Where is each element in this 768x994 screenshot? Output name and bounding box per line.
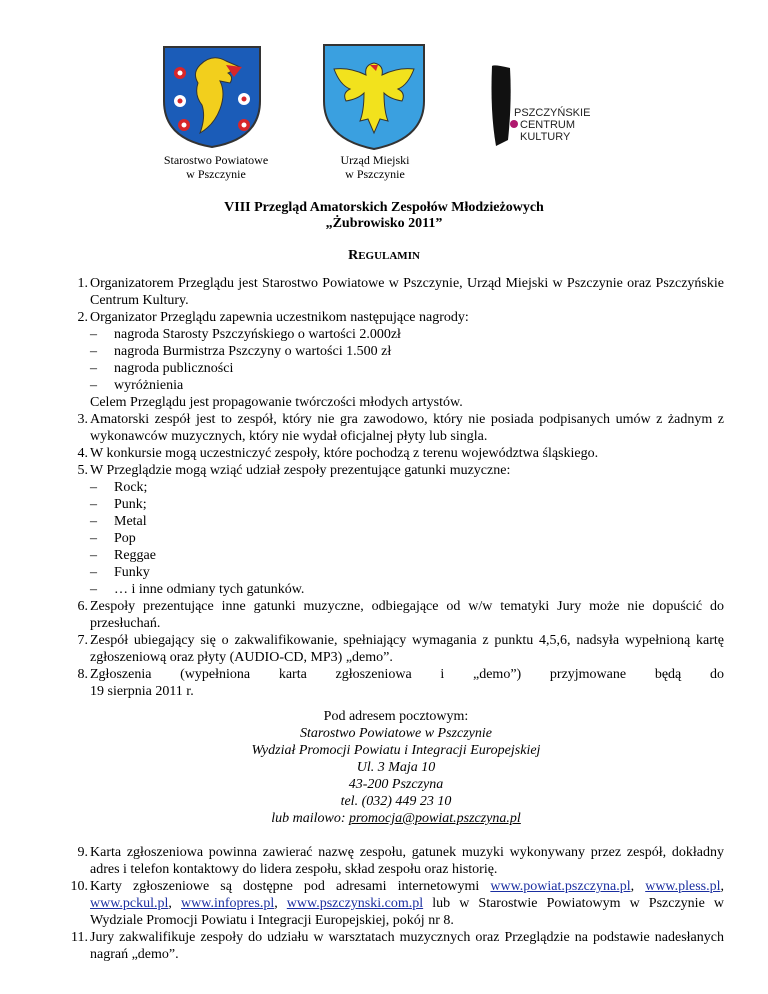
rule-number: 11. <box>71 930 88 945</box>
rule-number: 3. <box>77 412 88 427</box>
rule-word: do <box>709 667 724 682</box>
pck-logo-line2: CENTRUM <box>520 119 575 131</box>
dash-bullet: – <box>90 565 97 580</box>
award-item <box>68 343 724 360</box>
award-text: wyróżnienia <box>114 378 184 393</box>
dash-bullet: – <box>90 344 97 359</box>
award-text: nagroda publiczności <box>114 361 234 376</box>
rule-item: 10. Karty zgłoszeniowe są dostępne pod adresami internetowymi www.powiat.pszczyna.pl, www.pless.pl, www.pckul.pl, www.infopres.pl, www.pszczynski.com.pl lub w Starostwie Powiatowym w Pszczynie w Wydziale Promocji Powiatu i Integracji Europejskiej, pokój nr 8. <box>68 878 724 929</box>
link-pckul[interactable]: www.pckul.pl <box>90 896 169 911</box>
award-text: nagroda Starosty Pszczyńskiego o wartości 2.000zł <box>114 327 401 342</box>
dash-bullet: – <box>90 514 97 529</box>
rule-item <box>68 632 724 666</box>
rule-number: 2. <box>77 310 88 325</box>
caption-line: Starostwo Powiatowe <box>163 153 269 167</box>
rule-text: W Przeglądzie mogą wziąć udział zespoły prezentujące gatunki muzyczne: <box>90 463 511 478</box>
rule-item <box>68 666 724 700</box>
rule-word: zgłoszeniowa <box>335 667 412 682</box>
rule-item <box>68 462 724 479</box>
rule-text: Zespoły prezentujące inne gatunki muzyczne, odbiegające od w/w tematyki Jury może nie dopuścić do przesłuchań. <box>90 599 724 631</box>
genre-item <box>68 564 724 581</box>
rule-item <box>68 309 724 326</box>
rule-text: lub w Starostwie Powiatowym w Pszczynie w Wydziale Promocji Powiatu i Integracji Europejskiej, pokój nr 8. <box>90 896 724 928</box>
genre-text: Metal <box>114 514 147 529</box>
rule-goal-text: Celem Przeglądu jest propagowanie twórczości młodych artystów. <box>90 395 463 410</box>
genre-item <box>68 581 724 598</box>
genre-item <box>68 530 724 547</box>
rule-word: „demo”) <box>473 667 522 682</box>
dash-bullet: – <box>90 480 97 495</box>
rule-word: karta <box>278 667 307 682</box>
caption-line: w Pszczynie <box>345 167 405 181</box>
rule-text: Amatorski zespół jest to zespół, który nie gra zawodowo, który nie posiada podpisanych umów z żadnym z wykonawców muzycznych, który nie wydał oficjalnej płyty lub singla. <box>90 412 724 444</box>
caption-line: Urząd Miejski <box>340 153 410 167</box>
rule-word: Zgłoszenia <box>90 667 152 682</box>
address-line: Wydział Promocji Powiatu i Integracji Europejskiej <box>251 743 541 758</box>
urzad-caption <box>295 153 455 181</box>
rule-number: 9. <box>77 845 88 860</box>
rule-justified-line <box>90 666 724 683</box>
rule-number: 1. <box>77 276 88 291</box>
rule-number: 8. <box>77 667 88 682</box>
regulamin-heading <box>0 248 768 264</box>
rule-number: 5. <box>77 463 88 478</box>
starostwo-caption <box>136 153 296 181</box>
rule-text: Jury zakwalifikuje zespoły do udziału w warsztatach muzycznych oraz Przeglądzie na podstawie nadesłanych nagrań „demo”. <box>90 930 724 962</box>
rule-text: W konkursie mogą uczestniczyć zespoły, które pochodzą z terenu województwa śląskiego. <box>90 446 599 461</box>
rule-word: przyjmowane <box>549 667 627 682</box>
address-mail-line <box>68 810 724 827</box>
pck-logo-line1: PSZCZYŃSKIE <box>514 107 591 119</box>
rule-item <box>68 844 724 878</box>
rule-number: 7. <box>77 633 88 648</box>
dash-bullet: – <box>90 497 97 512</box>
genre-item <box>68 513 724 530</box>
rules-list <box>68 275 724 963</box>
address-line: 43-200 Pszczyna <box>348 777 444 792</box>
genre-text: Reggae <box>114 548 156 563</box>
regulamin-first-letter: R <box>348 248 359 263</box>
address-line: tel. (032) 449 23 10 <box>340 794 452 809</box>
link-pszczynski[interactable]: www.pszczynski.com.pl <box>286 896 424 911</box>
rule-number: 10. <box>70 879 88 894</box>
address-line: Starostwo Powiatowe w Pszczynie <box>300 726 492 741</box>
rule-item <box>68 598 724 632</box>
rule-text: Organizatorem Przeglądu jest Starostwo Powiatowe w Pszczynie, Urząd Miejski w Pszczynie oraz Pszczyńskie Centrum Kultury. <box>90 276 724 308</box>
award-item <box>68 326 724 343</box>
genre-text: Funky <box>114 565 150 580</box>
link-pless[interactable]: www.pless.pl <box>645 879 721 894</box>
genre-text: … i inne odmiany tych gatunków. <box>114 582 305 597</box>
pck-logo-line3: KULTURY <box>520 131 571 143</box>
caption-line: w Pszczynie <box>186 167 246 181</box>
dash-bullet: – <box>90 548 97 563</box>
award-item <box>68 360 724 377</box>
genre-text: Pop <box>114 531 136 546</box>
genre-item <box>68 479 724 496</box>
genre-text: Punk; <box>114 497 147 512</box>
urzad-crest-icon <box>320 41 428 151</box>
mail-label: lub mailowo: <box>271 811 349 826</box>
genre-text: Rock; <box>114 480 148 495</box>
rule-deadline: 19 sierpnia 2011 r. <box>90 684 194 699</box>
rule-item <box>68 929 724 963</box>
document-title: VIII Przegląd Amatorskich Zespołów Młodzieżowych <box>224 200 544 215</box>
rule-text: Organizator Przeglądu zapewnia uczestnikom następujące nagrody: <box>90 310 469 325</box>
rule-word: będą <box>654 667 682 682</box>
rule-item <box>68 275 724 309</box>
award-item <box>68 377 724 394</box>
rule-text: Karty zgłoszeniowe są dostępne pod adresami internetowymi <box>90 879 480 894</box>
email-link[interactable]: promocja@powiat.pszczyna.pl <box>348 811 521 826</box>
link-powiat[interactable]: www.powiat.pszczyna.pl <box>490 879 631 894</box>
address-heading: Pod adresem pocztowym: <box>323 709 469 724</box>
postal-address <box>68 708 724 827</box>
rule-text: Zespół ubiegający się o zakwalifikowanie, spełniający wymagania z punktu 4,5,6, nadsyła wypełnioną kartę zgłoszeniową oraz płyty (AUDIO-CD, MP3) „demo”. <box>90 633 724 665</box>
dash-bullet: – <box>90 582 97 597</box>
genre-item <box>68 496 724 513</box>
dash-bullet: – <box>90 531 97 546</box>
genre-item <box>68 547 724 564</box>
rule-text: Karta zgłoszeniowa powinna zawierać nazwę zespołu, gatunek muzyki wykonywany przez zespół, dokładny adres i telefon kontaktowy do lidera zespołu, skład zespołu oraz historię. <box>90 845 724 877</box>
regulamin-rest: EGULAMIN <box>358 250 420 262</box>
rule-number: 6. <box>77 599 88 614</box>
dash-bullet: – <box>90 361 97 376</box>
dash-bullet: – <box>90 327 97 342</box>
document-subtitle: „Żubrowisko 2011” <box>325 216 443 231</box>
starostwo-crest-icon <box>160 43 264 149</box>
rule-word: (wypełniona <box>180 667 251 682</box>
rule-item <box>68 411 724 445</box>
rule-item <box>68 445 724 462</box>
address-line: Ul. 3 Maja 10 <box>356 760 436 775</box>
rule-word: i <box>440 667 445 682</box>
award-text: nagroda Burmistrza Pszczyny o wartości 1.500 zł <box>114 344 392 359</box>
rule-number: 4. <box>77 446 88 461</box>
pck-logo-icon <box>486 62 606 152</box>
link-infopres[interactable]: www.infopres.pl <box>181 896 275 911</box>
dash-bullet: – <box>90 378 97 393</box>
